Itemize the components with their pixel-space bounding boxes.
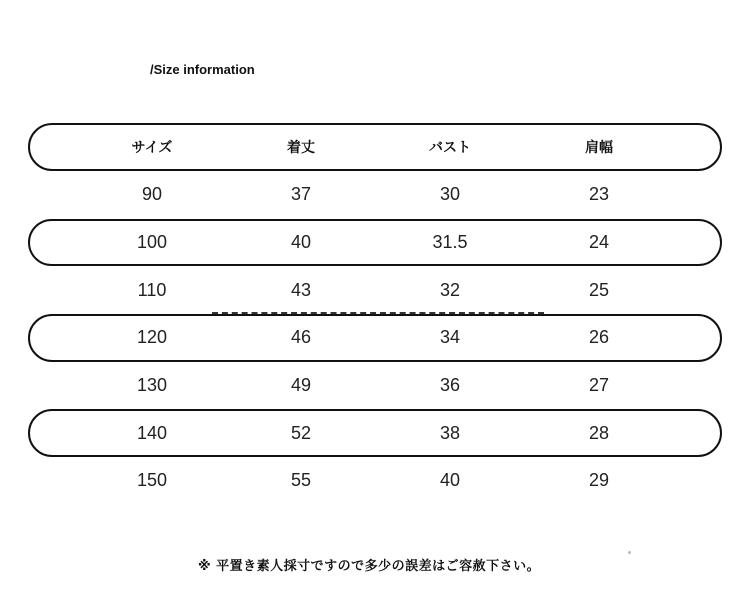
table-row xyxy=(28,219,722,267)
cell-length: 52 xyxy=(290,422,312,443)
table-row xyxy=(28,266,722,314)
header-length: 着丈 xyxy=(287,140,315,156)
table-row xyxy=(28,362,722,410)
dust-speck xyxy=(628,551,631,554)
cell-shoulder: 29 xyxy=(588,470,610,491)
cell-bust: 31.5 xyxy=(432,232,468,253)
header-size: サイズ xyxy=(131,140,173,156)
header-shoulder: 肩幅 xyxy=(585,140,613,156)
table-row xyxy=(28,409,722,457)
cell-size: 140 xyxy=(136,422,168,443)
cell-length: 43 xyxy=(290,279,312,300)
table-header-row xyxy=(28,123,722,171)
measurement-note: ※ 平置き素人採寸ですので多少の誤差はご容赦下さい。 xyxy=(198,559,541,574)
cell-size: 120 xyxy=(136,327,168,348)
cell-shoulder: 23 xyxy=(588,184,610,205)
cell-length: 55 xyxy=(290,470,312,491)
cell-size: 90 xyxy=(141,184,163,205)
cell-bust: 34 xyxy=(439,327,461,348)
table-row xyxy=(28,314,722,362)
cell-shoulder: 25 xyxy=(588,279,610,300)
cell-size: 150 xyxy=(136,470,168,491)
cell-shoulder: 26 xyxy=(588,327,610,348)
header-bust: バスト xyxy=(429,140,471,156)
dashed-divider xyxy=(212,312,544,314)
cell-bust: 40 xyxy=(439,470,461,491)
cell-size: 100 xyxy=(136,232,168,253)
cell-bust: 32 xyxy=(439,279,461,300)
table-row xyxy=(28,457,722,505)
cell-length: 49 xyxy=(290,375,312,396)
cell-size: 110 xyxy=(137,279,167,300)
cell-shoulder: 24 xyxy=(588,232,610,253)
cell-length: 40 xyxy=(290,232,312,253)
cell-length: 46 xyxy=(290,327,312,348)
page-title: /Size information xyxy=(150,62,255,77)
cell-bust: 36 xyxy=(439,375,461,396)
cell-bust: 38 xyxy=(439,422,461,443)
table-row xyxy=(28,171,722,219)
cell-shoulder: 27 xyxy=(588,375,610,396)
cell-length: 37 xyxy=(290,184,312,205)
cell-bust: 30 xyxy=(439,184,461,205)
cell-shoulder: 28 xyxy=(588,422,610,443)
cell-size: 130 xyxy=(136,375,168,396)
